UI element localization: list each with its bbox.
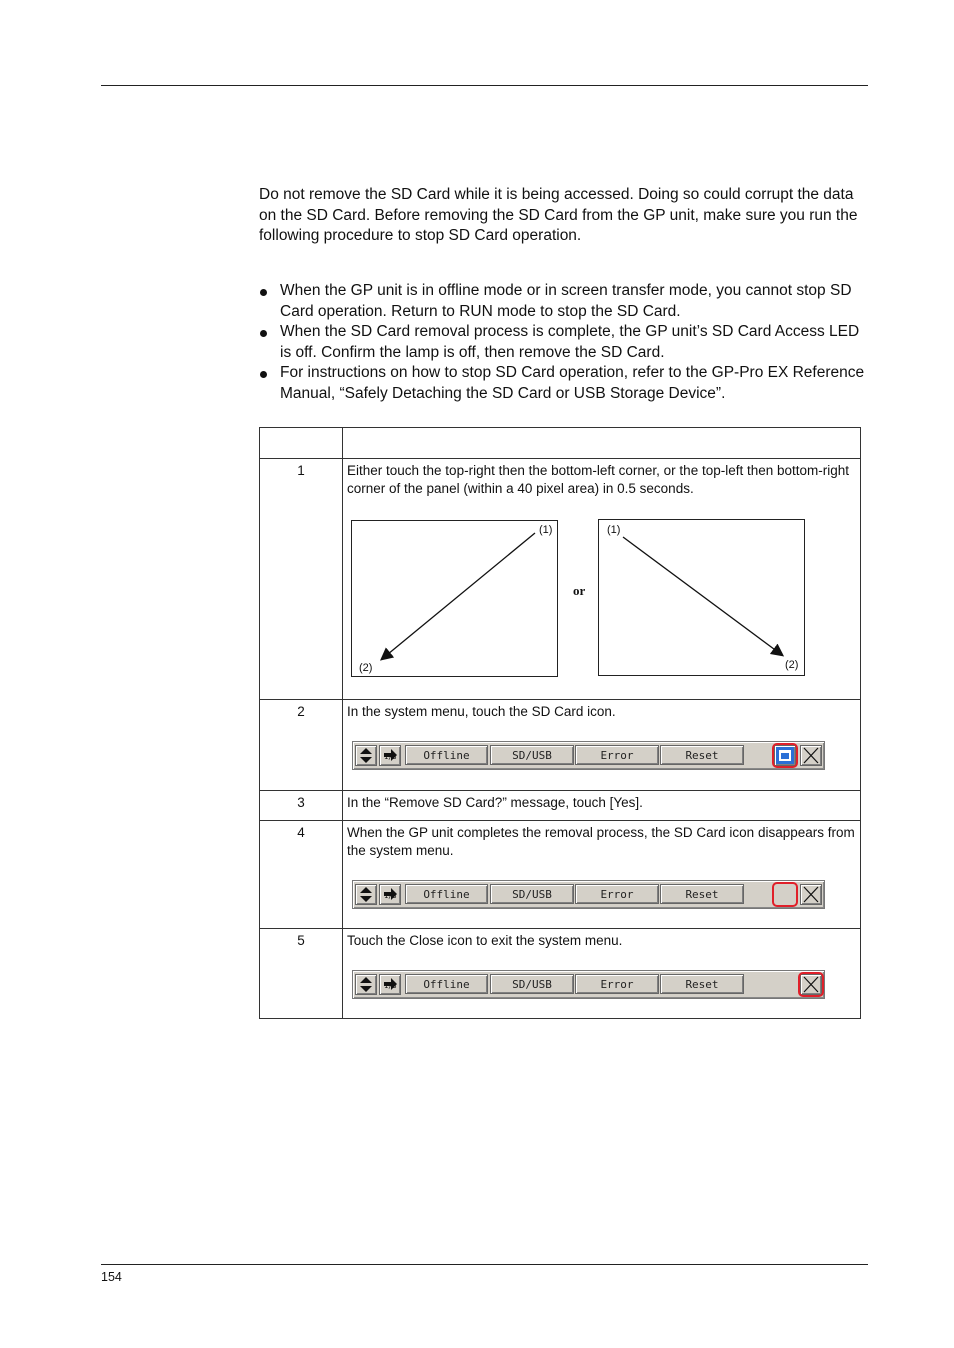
scroll-arrows-icon[interactable]: [355, 884, 377, 905]
page-number: 154: [101, 1270, 122, 1284]
offline-button[interactable]: Offline: [405, 884, 488, 904]
header-cell-step: [260, 428, 343, 459]
start-label: (1): [539, 524, 553, 536]
highlight-marker: [772, 882, 798, 907]
step-number: 1: [260, 459, 343, 700]
step-text: In the system menu, touch the SD Card icon.: [347, 704, 616, 719]
highlight-marker: [798, 972, 824, 997]
table-row: [260, 459, 861, 700]
offline-button[interactable]: Offline: [405, 974, 488, 994]
step-number: 5: [260, 929, 343, 1019]
bullet-icon: [260, 371, 267, 378]
diagram-top-left-to-bottom-right: [598, 519, 805, 676]
table-row: [260, 791, 861, 821]
or-label: or: [573, 583, 586, 598]
scroll-arrows-icon[interactable]: [355, 745, 377, 766]
close-icon[interactable]: [800, 884, 822, 905]
diagonal-arrow-icon: [599, 520, 804, 675]
list-item: When the GP unit is in offline mode or in screen transfer mode, you cannot stop SD Card operation. Return to RUN mode to stop the SD Card.: [259, 281, 869, 322]
header-cell-action: [343, 428, 861, 459]
end-label: (2): [359, 662, 373, 674]
caution-text: Do not remove the SD Card while it is being accessed. Doing so could corrupt the data on the SD Card. Before removing the SD Card from the GP unit, make sure you run the following procedure to stop SD Card operation.: [259, 186, 858, 244]
close-icon[interactable]: [800, 745, 822, 766]
system-menu-bar: [352, 880, 825, 909]
table-row: [260, 700, 861, 791]
page-indicator: 1/3: [384, 753, 397, 761]
list-item: For instructions on how to stop SD Card operation, refer to the GP-Pro EX Reference Manual, “Safely Detaching the SD Card or USB Storage Device”.: [259, 363, 869, 404]
reset-button[interactable]: Reset: [660, 745, 744, 765]
bullet-icon: [260, 330, 267, 337]
highlight-marker: [772, 743, 798, 768]
page-indicator: 1/3: [384, 892, 397, 900]
sd-usb-button[interactable]: SD/USB: [490, 884, 574, 904]
page-switch-icon[interactable]: [379, 974, 401, 995]
notes-list: [259, 281, 869, 404]
step-text: In the “Remove SD Card?” message, touch [Yes].: [343, 791, 861, 821]
step-number: 3: [260, 791, 343, 821]
page-indicator: 1/3: [384, 982, 397, 990]
reset-button[interactable]: Reset: [660, 884, 744, 904]
page-switch-icon[interactable]: [379, 745, 401, 766]
sd-usb-button[interactable]: SD/USB: [490, 745, 574, 765]
page-switch-icon[interactable]: [379, 884, 401, 905]
start-label: (1): [607, 524, 621, 536]
step-text: When the GP unit completes the removal process, the SD Card icon disappears from the system menu.: [347, 825, 855, 858]
step-number: 2: [260, 700, 343, 791]
reset-button[interactable]: Reset: [660, 974, 744, 994]
list-item: When the SD Card removal process is complete, the GP unit’s SD Card Access LED is off. Confirm the lamp is off, then remove the SD Card.: [259, 322, 869, 363]
step-text: Touch the Close icon to exit the system menu.: [347, 933, 623, 948]
bullet-icon: [260, 289, 267, 296]
step-number: 4: [260, 821, 343, 929]
table-row: [260, 929, 861, 1019]
footer-rule: [101, 1264, 868, 1265]
diagram-top-right-to-bottom-left: [351, 520, 558, 677]
error-button[interactable]: Error: [575, 745, 659, 765]
scroll-arrows-icon[interactable]: [355, 974, 377, 995]
table-header-row: [260, 428, 861, 459]
table-row: [260, 821, 861, 929]
procedure-table: [259, 427, 861, 1019]
end-label: (2): [785, 659, 799, 671]
touch-diagrams: [347, 520, 856, 690]
sd-usb-button[interactable]: SD/USB: [490, 974, 574, 994]
diagonal-arrow-icon: [352, 521, 557, 676]
system-menu-bar: [352, 741, 825, 770]
offline-button[interactable]: Offline: [405, 745, 488, 765]
header-rule: [101, 85, 868, 86]
step-text: Either touch the top-right then the bottom-left corner, or the top-left then bottom-right corner of the panel (within a 40 pixel area) in 0.5 seconds.: [347, 463, 850, 496]
system-menu-bar: [352, 970, 825, 999]
error-button[interactable]: Error: [575, 974, 659, 994]
error-button[interactable]: Error: [575, 884, 659, 904]
